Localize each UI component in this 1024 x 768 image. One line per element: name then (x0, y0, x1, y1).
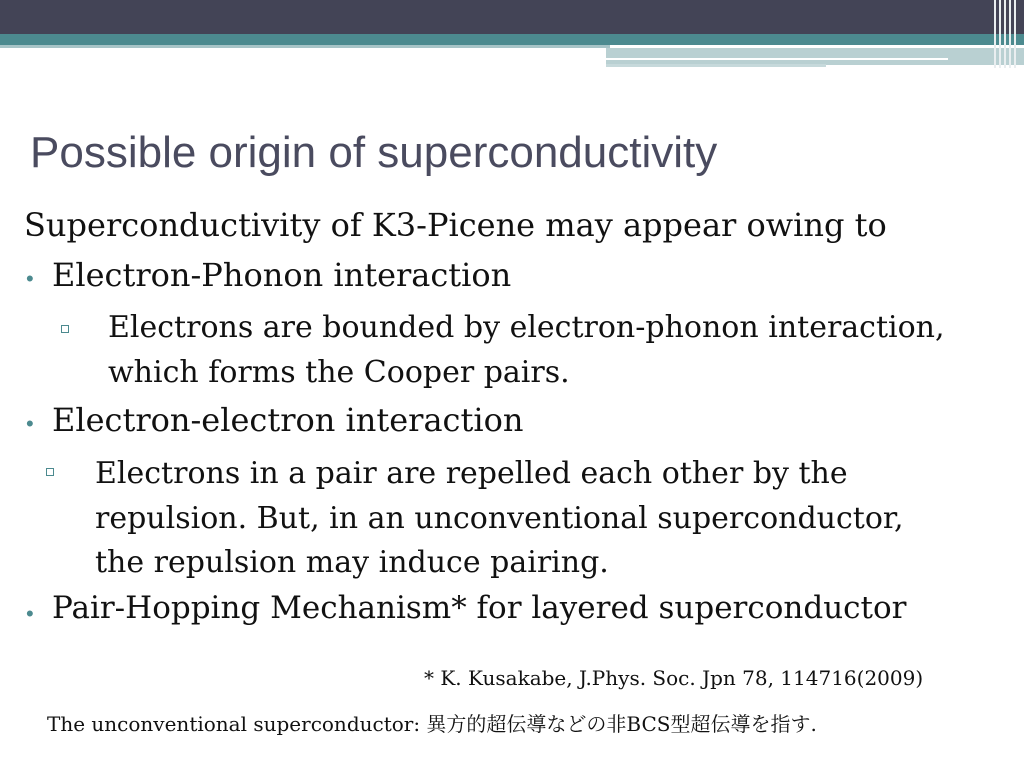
header-decoration-line (606, 58, 948, 60)
sub-bullet-square-icon (61, 325, 69, 333)
bullet-2-sub-line-3: the repulsion may induce pairing. (95, 545, 609, 580)
bullet-dot-icon: • (26, 411, 34, 436)
footnote: The unconventional superconductor: 異方的超伝導などの非BCS型超伝導を指す. (47, 712, 817, 736)
header-thin-line (0, 45, 610, 48)
intro-text: Superconductivity of K3-Picene may appear owing to (24, 206, 887, 244)
header-decoration (606, 48, 1024, 65)
header-bar (0, 0, 1024, 34)
bullet-2-text: Electron-electron interaction (52, 401, 524, 439)
header-decoration-line-2 (606, 64, 826, 67)
bullet-dot-icon: • (26, 266, 34, 291)
bullet-1-text: Electron-Phonon interaction (52, 256, 512, 294)
header-stripes (990, 0, 1024, 68)
bullet-3-text: Pair-Hopping Mechanism* for layered superconductor (52, 590, 907, 626)
bullet-dot-icon: • (26, 601, 34, 626)
bullet-1-sub-line-1: Electrons are bounded by electron-phonon interaction, (108, 310, 945, 345)
sub-bullet-square-icon (46, 468, 54, 476)
bullet-1-sub-line-2: which forms the Cooper pairs. (108, 355, 570, 390)
citation: * K. Kusakabe, J.Phys. Soc. Jpn 78, 114716(2009) (424, 666, 924, 690)
header-accent-bar (0, 34, 1024, 45)
bullet-2-sub-line-1: Electrons in a pair are repelled each other by the (95, 456, 848, 491)
slide-title: Possible origin of superconductivity (30, 128, 718, 177)
bullet-2-sub-line-2: repulsion. But, in an unconventional superconductor, (95, 501, 904, 536)
